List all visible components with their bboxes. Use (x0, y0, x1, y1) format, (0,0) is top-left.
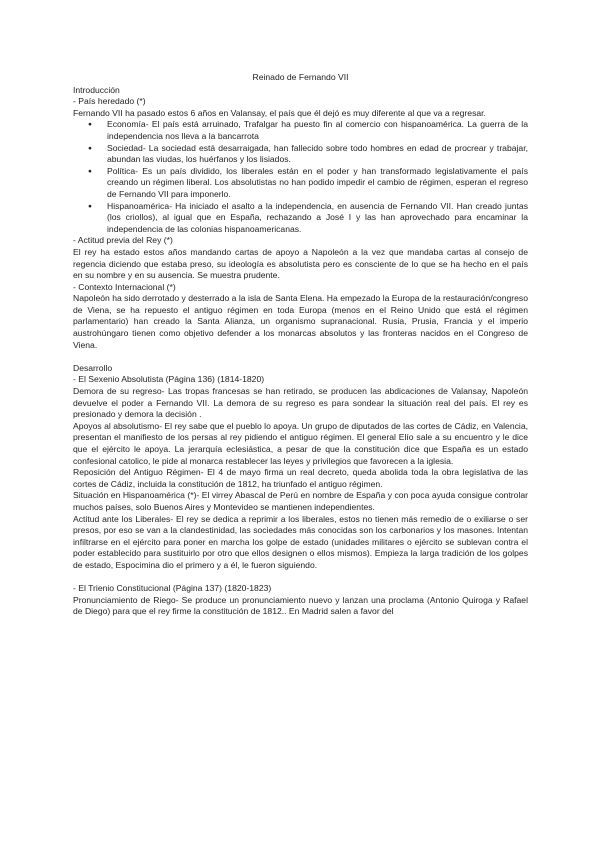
bullet-sociedad: ● Sociedad- La sociedad está desarraigada, han fallecido sobre todo hombres en edad de procrear y trabajar, abundan las viudas, los huérfanos y los lisiados. (107, 143, 528, 166)
document-title: Reinado de Fernando VII (252, 72, 349, 82)
pais-bullet-list (73, 119, 528, 235)
document-body (73, 72, 528, 618)
sexenio-paragraph-reposicion: Reposición del Antiguo Régimen- El 4 de mayo firma un real decreto, queda abolida toda la obra legislativa de las cortes de Cádiz, incluida la constitución de 1812, ha triunfado el antiguo régimen. (73, 467, 528, 489)
bullet-politica: ● Política- Es un país dividido, los liberales están en el poder y han transformado legislativamente el país creando un régimen liberal. Los absolutistas no han podido impedir el cambio de régimen, esperan el regreso de Fernando VII para imponerlo. (107, 166, 528, 201)
trienio-heading: - El Trienio Constitucional (Página 137) (1820-1823) (73, 583, 272, 594)
actitud-paragraph: El rey ha estado estos años mandando cartas de apoyo a Napoleón a la vez que mandaba cartas al consejo de regencia diciendo que estaba preso, su ideología es absolutista pero es consciente de lo que se ha hecho en el país en su nombre y en su ausencia. Se muestra prudente. (73, 246, 528, 281)
contexto-paragraph: Napoleón ha sido derrotado y desterrado a la isla de Santa Elena. Ha empezado la Europa de la restauración/congreso de Viena, se ha repuesto el antiguo régimen en toda Europa (menos en el Reino Unido que está el régimen parlamentario) han creado la Santa Alianza, un organismo supranacional. Rusia, Prusia, Francia y el imperio austrohúngaro tienen como objetivo defender a los monarcas absolutos y las fronteras nacidos en el Congreso de Viena. (73, 293, 528, 350)
trienio-paragraph: Pronunciamiento de Riego- Se produce un pronunciamiento nuevo y lanzan una proclama (Antonio Quiroga y Rafael de Diego) para que el rey firme la constitución de 1812.. En Madrid salen a favor del (73, 594, 528, 617)
sexenio-paragraph-apoyos: Apoyos al absolutismo- El rey sabe que el pueblo lo apoya. Un grupo de diputados de las cortes de Cádiz, en Valencia, presentan el manifiesto de los persas al rey pidiendo el antiguo régimen. El general Elío sale a su encuentro y le dice que el ejército le apoya. La jerarquía eclesiástica, a pesar de que la constitución dice que España es un estado confesional catolico, le pide al monarca restablecer las leyes y privilegios que favorecen a la iglesia. (73, 420, 528, 466)
sexenio-paragraph-hispanoamerica: Situación en Hispanoamérica (*)- El virrey Abascal de Perú en nombre de España y con poca ayuda consigue controlar muchos países, solo Buenos Aires y Montevideo se mantienen independientes. (73, 490, 528, 512)
intro-heading: Introducción (73, 84, 120, 95)
bullet-economia: ● Economía- El país está arruinado, Trafalgar ha puesto fin al comercio con hispanoamérica. La guerra de la independencia nos lleva a la bancarrota (107, 119, 528, 142)
bullet-hispanoamerica: ● Hispanoamérica- Ha iniciado el asalto a la independencia, en ausencia de Fernando VII. Han creado juntas (los criollos), al igual que en España, rechazando a José I y las han aprovechado para encaminar la independencia de las colonias hispanoamericanas. (107, 201, 528, 236)
sexenio-heading: - El Sexenio Absolutista (Página 136) (1814-1820) (73, 374, 265, 385)
pais-heading: - País heredado (*) (73, 96, 146, 107)
pais-paragraph: Fernando VII ha pasado estos 6 años en Valansay, el país que él dejó es muy diferente al que va a regresar. (73, 107, 486, 118)
sexenio-paragraph-liberales: Actitud ante los Liberales- El rey se dedica a reprimir a los liberales, estos no tienen más remedio de o exiliarse o ser presos, por eso se van a la clandestinidad, las sociedades más conocidas son los carbonarios y los masones. Intentan infiltrarse en el ejército para poner en marcha los golpe de estado (unidades militares o ejército se sublevan contra el poder establecido para sustituirlo por otro que ellos designen o ellos mismos). Empieza la larga tradición de los golpes de estado, Espocimina dio el primero y a él, le fueron siguiendo. (73, 513, 528, 570)
sexenio-paragraph-demora: Demora de su regreso- Las tropas francesas se han retirado, se producen las abdicaciones de Valansay, Napoleón devuelve el poder a Fernando VII. La demora de su regreso es para sondear la situación real del país. El rey es presionado y demora la decisión . (73, 386, 528, 420)
desarrollo-heading: Desarrollo (73, 362, 113, 373)
contexto-heading: - Contexto Internacional (*) (73, 281, 176, 292)
actitud-heading: - Actitud previa del Rey (*) (73, 235, 173, 246)
